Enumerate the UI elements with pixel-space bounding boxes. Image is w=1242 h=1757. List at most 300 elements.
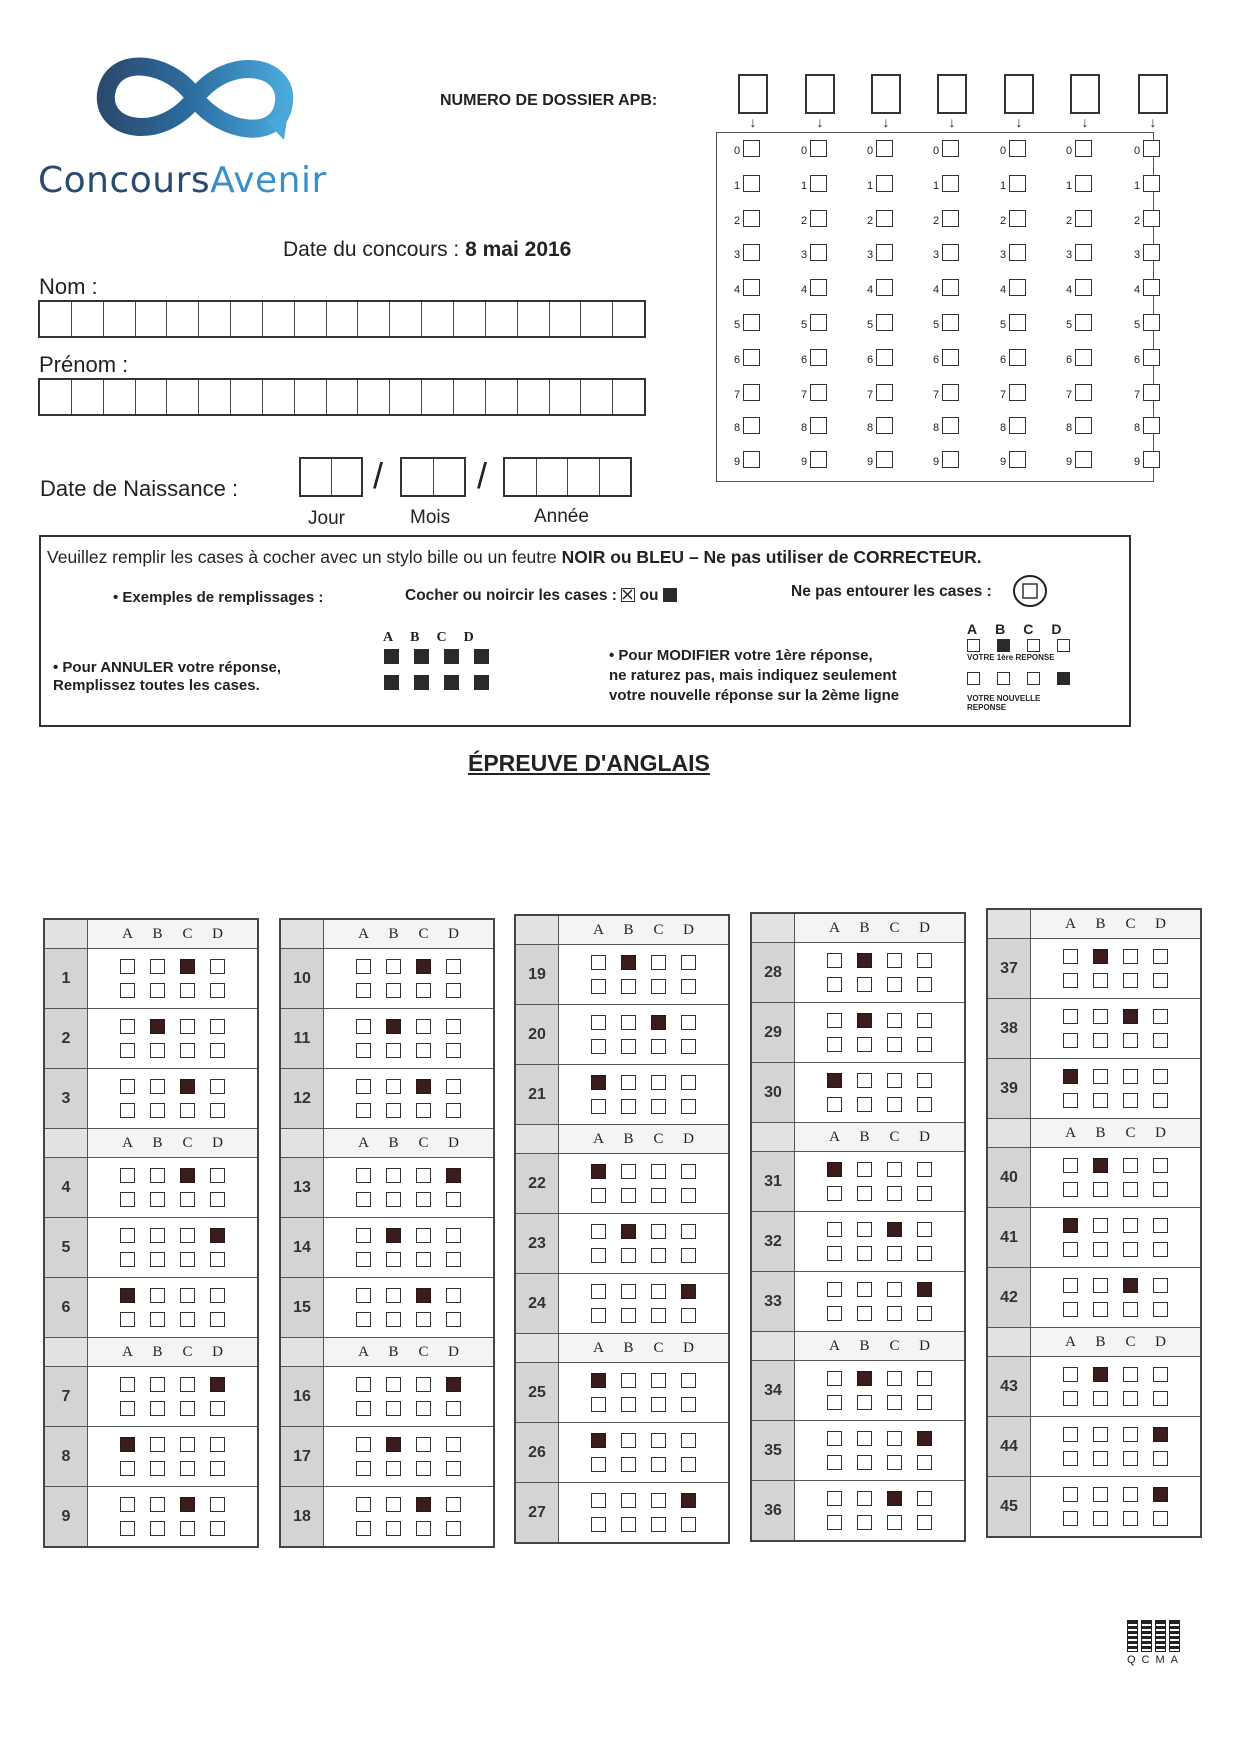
answer-box-d[interactable]	[917, 1162, 932, 1177]
answer-box-d[interactable]	[1153, 1009, 1168, 1024]
answer-box-a[interactable]	[356, 1312, 371, 1327]
apb-digit-box[interactable]	[743, 314, 760, 331]
answer-box-c[interactable]	[887, 1097, 902, 1112]
answer-box-d[interactable]	[1153, 949, 1168, 964]
answer-box-d[interactable]	[917, 1455, 932, 1470]
apb-digit-box[interactable]	[1075, 175, 1092, 192]
apb-digit-box[interactable]	[876, 140, 893, 157]
answer-box-b[interactable]	[857, 1455, 872, 1470]
answer-box-a[interactable]	[1063, 1069, 1078, 1084]
answer-box-d[interactable]	[681, 1457, 696, 1472]
answer-box-c[interactable]	[887, 1371, 902, 1386]
answer-box-c[interactable]	[180, 1461, 195, 1476]
answer-box-c[interactable]	[416, 1288, 431, 1303]
answer-box-d[interactable]	[681, 1397, 696, 1412]
answer-box-b[interactable]	[386, 959, 401, 974]
answer-box-c[interactable]	[1123, 949, 1138, 964]
answer-box-a[interactable]	[591, 979, 606, 994]
answer-box-a[interactable]	[120, 1228, 135, 1243]
letter-cell[interactable]	[581, 302, 613, 336]
answer-box-c[interactable]	[887, 1162, 902, 1177]
apb-digit-box[interactable]	[743, 175, 760, 192]
letter-cell[interactable]	[199, 302, 231, 336]
letter-cell[interactable]	[613, 302, 644, 336]
answer-box-b[interactable]	[1093, 1009, 1108, 1024]
answer-box-c[interactable]	[1123, 1093, 1138, 1108]
answer-box-a[interactable]	[1063, 1302, 1078, 1317]
answer-box-a[interactable]	[827, 1222, 842, 1237]
answer-box-d[interactable]	[917, 1491, 932, 1506]
answer-box-c[interactable]	[180, 983, 195, 998]
letter-cell[interactable]	[613, 380, 644, 414]
answer-box-c[interactable]	[416, 959, 431, 974]
apb-digit-box[interactable]	[1075, 451, 1092, 468]
answer-box-b[interactable]	[857, 1246, 872, 1261]
answer-box-a[interactable]	[591, 1224, 606, 1239]
apb-digit-box[interactable]	[1009, 140, 1026, 157]
answer-box-c[interactable]	[180, 1228, 195, 1243]
answer-box-a[interactable]	[356, 1103, 371, 1118]
answer-box-b[interactable]	[386, 1168, 401, 1183]
letter-cell[interactable]	[486, 302, 518, 336]
apb-digit-box[interactable]	[1075, 140, 1092, 157]
answer-box-b[interactable]	[857, 1222, 872, 1237]
letter-cell[interactable]	[327, 302, 359, 336]
answer-box-b[interactable]	[386, 1288, 401, 1303]
answer-box-a[interactable]	[356, 959, 371, 974]
answer-box-c[interactable]	[651, 1493, 666, 1508]
answer-box-d[interactable]	[210, 1228, 225, 1243]
answer-box-a[interactable]	[120, 959, 135, 974]
answer-box-c[interactable]	[651, 1015, 666, 1030]
answer-box-d[interactable]	[446, 1437, 461, 1452]
apb-digit-box[interactable]	[743, 451, 760, 468]
apb-digit-box[interactable]	[1009, 451, 1026, 468]
answer-box-b[interactable]	[150, 1079, 165, 1094]
answer-box-b[interactable]	[150, 1228, 165, 1243]
answer-box-c[interactable]	[887, 1491, 902, 1506]
answer-box-d[interactable]	[446, 1103, 461, 1118]
answer-box-a[interactable]	[356, 1252, 371, 1267]
answer-box-c[interactable]	[416, 1103, 431, 1118]
answer-box-b[interactable]	[1093, 1451, 1108, 1466]
answer-box-d[interactable]	[917, 1073, 932, 1088]
letter-cell[interactable]	[390, 302, 422, 336]
answer-box-c[interactable]	[1123, 973, 1138, 988]
answer-box-c[interactable]	[180, 1103, 195, 1118]
answer-box-a[interactable]	[356, 1461, 371, 1476]
answer-box-d[interactable]	[210, 1252, 225, 1267]
answer-box-b[interactable]	[150, 1521, 165, 1536]
answer-box-d[interactable]	[210, 1461, 225, 1476]
apb-digit-box[interactable]	[1075, 314, 1092, 331]
apb-digit-box[interactable]	[942, 384, 959, 401]
answer-box-d[interactable]	[1153, 1182, 1168, 1197]
answer-box-b[interactable]	[386, 1497, 401, 1512]
answer-box-b[interactable]	[1093, 949, 1108, 964]
answer-box-b[interactable]	[386, 1103, 401, 1118]
answer-box-d[interactable]	[446, 1461, 461, 1476]
apb-digit-box[interactable]	[876, 451, 893, 468]
answer-box-d[interactable]	[210, 1043, 225, 1058]
apb-digit-box[interactable]	[810, 175, 827, 192]
answer-box-b[interactable]	[621, 1188, 636, 1203]
answer-box-c[interactable]	[1123, 1391, 1138, 1406]
answer-box-a[interactable]	[1063, 1278, 1078, 1293]
answer-box-d[interactable]	[1153, 1093, 1168, 1108]
apb-digit-box[interactable]	[1143, 384, 1160, 401]
digit-cell[interactable]	[301, 459, 332, 495]
apb-digit-box[interactable]	[876, 279, 893, 296]
answer-box-d[interactable]	[210, 1437, 225, 1452]
answer-box-c[interactable]	[1123, 1451, 1138, 1466]
answer-box-b[interactable]	[1093, 1069, 1108, 1084]
letter-cell[interactable]	[295, 380, 327, 414]
answer-box-a[interactable]	[827, 977, 842, 992]
apb-digit-box[interactable]	[1075, 349, 1092, 366]
answer-box-d[interactable]	[1153, 1451, 1168, 1466]
answer-box-d[interactable]	[681, 1015, 696, 1030]
answer-box-c[interactable]	[651, 1099, 666, 1114]
answer-box-b[interactable]	[621, 1284, 636, 1299]
apb-digit-box[interactable]	[1009, 349, 1026, 366]
apb-digit-box[interactable]	[942, 140, 959, 157]
answer-box-a[interactable]	[827, 1162, 842, 1177]
letter-cell[interactable]	[72, 302, 104, 336]
answer-box-c[interactable]	[416, 1312, 431, 1327]
answer-box-c[interactable]	[1123, 1367, 1138, 1382]
letter-cell[interactable]	[454, 380, 486, 414]
answer-box-d[interactable]	[917, 1515, 932, 1530]
answer-box-d[interactable]	[1153, 1069, 1168, 1084]
answer-box-d[interactable]	[917, 1222, 932, 1237]
jour-field[interactable]	[299, 457, 363, 497]
letter-cell[interactable]	[422, 302, 454, 336]
apb-digit-box[interactable]	[1143, 349, 1160, 366]
answer-box-b[interactable]	[1093, 1391, 1108, 1406]
answer-box-b[interactable]	[1093, 1511, 1108, 1526]
answer-box-a[interactable]	[356, 1521, 371, 1536]
answer-box-b[interactable]	[621, 1373, 636, 1388]
answer-box-c[interactable]	[651, 1457, 666, 1472]
answer-box-c[interactable]	[887, 1431, 902, 1446]
answer-box-c[interactable]	[180, 1252, 195, 1267]
answer-box-a[interactable]	[356, 1168, 371, 1183]
letter-cell[interactable]	[231, 380, 263, 414]
answer-box-d[interactable]	[446, 1497, 461, 1512]
letter-cell[interactable]	[167, 380, 199, 414]
answer-box-d[interactable]	[681, 1308, 696, 1323]
answer-box-c[interactable]	[651, 1224, 666, 1239]
apb-digit-box[interactable]	[810, 244, 827, 261]
digit-cell[interactable]	[537, 459, 569, 495]
answer-box-c[interactable]	[180, 1043, 195, 1058]
mois-field[interactable]	[400, 457, 466, 497]
answer-box-b[interactable]	[150, 1103, 165, 1118]
answer-box-b[interactable]	[386, 1079, 401, 1094]
answer-box-a[interactable]	[356, 1377, 371, 1392]
answer-box-a[interactable]	[827, 1097, 842, 1112]
answer-box-a[interactable]	[827, 1306, 842, 1321]
answer-box-a[interactable]	[827, 1455, 842, 1470]
answer-box-a[interactable]	[591, 1517, 606, 1532]
answer-box-d[interactable]	[681, 979, 696, 994]
answer-box-b[interactable]	[150, 1288, 165, 1303]
answer-box-b[interactable]	[386, 1019, 401, 1034]
answer-box-c[interactable]	[180, 1288, 195, 1303]
apb-digit-box[interactable]	[1075, 210, 1092, 227]
answer-box-d[interactable]	[446, 1521, 461, 1536]
letter-cell[interactable]	[486, 380, 518, 414]
answer-box-b[interactable]	[857, 1162, 872, 1177]
answer-box-d[interactable]	[210, 1521, 225, 1536]
apb-digit-box[interactable]	[743, 210, 760, 227]
apb-digit-box[interactable]	[810, 417, 827, 434]
answer-box-d[interactable]	[681, 1075, 696, 1090]
answer-box-c[interactable]	[180, 1401, 195, 1416]
apb-top-box[interactable]	[937, 74, 967, 114]
answer-box-c[interactable]	[887, 1246, 902, 1261]
answer-box-c[interactable]	[180, 1377, 195, 1392]
letter-cell[interactable]	[390, 380, 422, 414]
answer-box-a[interactable]	[591, 1039, 606, 1054]
answer-box-d[interactable]	[1153, 1033, 1168, 1048]
answer-box-a[interactable]	[120, 1461, 135, 1476]
answer-box-c[interactable]	[180, 1019, 195, 1034]
answer-box-b[interactable]	[621, 1099, 636, 1114]
answer-box-a[interactable]	[356, 1401, 371, 1416]
answer-box-d[interactable]	[681, 1517, 696, 1532]
answer-box-b[interactable]	[621, 1015, 636, 1030]
answer-box-a[interactable]	[827, 1246, 842, 1261]
answer-box-a[interactable]	[120, 1252, 135, 1267]
answer-box-b[interactable]	[857, 977, 872, 992]
answer-box-b[interactable]	[857, 1037, 872, 1052]
answer-box-c[interactable]	[416, 1192, 431, 1207]
apb-digit-box[interactable]	[1009, 175, 1026, 192]
answer-box-c[interactable]	[416, 1228, 431, 1243]
answer-box-a[interactable]	[120, 1043, 135, 1058]
answer-box-d[interactable]	[1153, 1367, 1168, 1382]
answer-box-a[interactable]	[1063, 1158, 1078, 1173]
answer-box-a[interactable]	[356, 1288, 371, 1303]
answer-box-a[interactable]	[591, 1308, 606, 1323]
answer-box-b[interactable]	[857, 1371, 872, 1386]
answer-box-b[interactable]	[1093, 1302, 1108, 1317]
answer-box-a[interactable]	[591, 1248, 606, 1263]
answer-box-c[interactable]	[416, 1401, 431, 1416]
answer-box-b[interactable]	[386, 1461, 401, 1476]
answer-box-b[interactable]	[1093, 1278, 1108, 1293]
answer-box-d[interactable]	[917, 1306, 932, 1321]
answer-box-b[interactable]	[386, 1192, 401, 1207]
answer-box-c[interactable]	[887, 1515, 902, 1530]
answer-box-a[interactable]	[356, 1043, 371, 1058]
answer-box-b[interactable]	[386, 983, 401, 998]
answer-box-b[interactable]	[621, 1224, 636, 1239]
answer-box-c[interactable]	[1123, 1218, 1138, 1233]
answer-box-d[interactable]	[917, 953, 932, 968]
apb-digit-box[interactable]	[743, 417, 760, 434]
answer-box-a[interactable]	[827, 1186, 842, 1201]
answer-box-d[interactable]	[210, 1079, 225, 1094]
annee-field[interactable]	[503, 457, 632, 497]
answer-box-b[interactable]	[1093, 1182, 1108, 1197]
answer-box-d[interactable]	[446, 1228, 461, 1243]
answer-box-d[interactable]	[681, 1188, 696, 1203]
apb-digit-box[interactable]	[1009, 244, 1026, 261]
answer-box-b[interactable]	[150, 959, 165, 974]
answer-box-c[interactable]	[1123, 1278, 1138, 1293]
apb-digit-box[interactable]	[1075, 279, 1092, 296]
answer-box-a[interactable]	[356, 1228, 371, 1243]
apb-digit-box[interactable]	[1075, 244, 1092, 261]
answer-box-b[interactable]	[1093, 1033, 1108, 1048]
answer-box-c[interactable]	[887, 953, 902, 968]
answer-box-c[interactable]	[887, 1455, 902, 1470]
answer-box-d[interactable]	[446, 1079, 461, 1094]
answer-box-b[interactable]	[621, 1517, 636, 1532]
answer-box-a[interactable]	[120, 1437, 135, 1452]
apb-digit-box[interactable]	[876, 244, 893, 261]
answer-box-c[interactable]	[887, 1222, 902, 1237]
answer-box-a[interactable]	[356, 1497, 371, 1512]
answer-box-a[interactable]	[827, 1282, 842, 1297]
answer-box-d[interactable]	[446, 1377, 461, 1392]
letter-cell[interactable]	[422, 380, 454, 414]
answer-box-c[interactable]	[887, 1282, 902, 1297]
answer-box-b[interactable]	[1093, 1487, 1108, 1502]
apb-digit-box[interactable]	[942, 244, 959, 261]
nom-field[interactable]	[38, 300, 646, 338]
answer-box-a[interactable]	[591, 1164, 606, 1179]
answer-box-c[interactable]	[416, 1497, 431, 1512]
letter-cell[interactable]	[104, 302, 136, 336]
answer-box-d[interactable]	[681, 1493, 696, 1508]
answer-box-a[interactable]	[591, 1284, 606, 1299]
answer-box-c[interactable]	[180, 959, 195, 974]
answer-box-b[interactable]	[857, 1491, 872, 1506]
answer-box-b[interactable]	[386, 1312, 401, 1327]
prenom-field[interactable]	[38, 378, 646, 416]
apb-digit-box[interactable]	[1143, 417, 1160, 434]
answer-box-a[interactable]	[1063, 1182, 1078, 1197]
answer-box-a[interactable]	[1063, 1487, 1078, 1502]
answer-box-d[interactable]	[917, 1282, 932, 1297]
answer-box-a[interactable]	[356, 1192, 371, 1207]
answer-box-c[interactable]	[1123, 1009, 1138, 1024]
answer-box-b[interactable]	[386, 1228, 401, 1243]
answer-box-a[interactable]	[591, 1075, 606, 1090]
letter-cell[interactable]	[550, 302, 582, 336]
apb-digit-box[interactable]	[810, 210, 827, 227]
answer-box-d[interactable]	[446, 1192, 461, 1207]
apb-digit-box[interactable]	[942, 175, 959, 192]
answer-box-b[interactable]	[1093, 1427, 1108, 1442]
answer-box-d[interactable]	[210, 1103, 225, 1118]
answer-box-c[interactable]	[180, 1079, 195, 1094]
apb-top-box[interactable]	[1004, 74, 1034, 114]
apb-digit-box[interactable]	[1143, 175, 1160, 192]
letter-cell[interactable]	[136, 380, 168, 414]
apb-digit-box[interactable]	[810, 349, 827, 366]
apb-digit-box[interactable]	[1009, 210, 1026, 227]
letter-cell[interactable]	[263, 380, 295, 414]
answer-box-c[interactable]	[651, 1433, 666, 1448]
answer-box-c[interactable]	[180, 1497, 195, 1512]
letter-cell[interactable]	[358, 380, 390, 414]
letter-cell[interactable]	[263, 302, 295, 336]
answer-box-d[interactable]	[1153, 1511, 1168, 1526]
answer-box-d[interactable]	[446, 1312, 461, 1327]
answer-box-d[interactable]	[1153, 973, 1168, 988]
letter-cell[interactable]	[167, 302, 199, 336]
answer-box-d[interactable]	[917, 1371, 932, 1386]
answer-box-c[interactable]	[651, 1308, 666, 1323]
answer-box-a[interactable]	[120, 1377, 135, 1392]
answer-box-d[interactable]	[210, 1497, 225, 1512]
answer-box-d[interactable]	[917, 977, 932, 992]
answer-box-a[interactable]	[120, 1079, 135, 1094]
answer-box-c[interactable]	[887, 1395, 902, 1410]
answer-box-b[interactable]	[857, 1013, 872, 1028]
letter-cell[interactable]	[518, 380, 550, 414]
answer-box-a[interactable]	[120, 1521, 135, 1536]
answer-box-a[interactable]	[120, 983, 135, 998]
answer-box-a[interactable]	[120, 1312, 135, 1327]
apb-digit-box[interactable]	[810, 314, 827, 331]
answer-box-d[interactable]	[681, 1373, 696, 1388]
answer-box-a[interactable]	[827, 1491, 842, 1506]
answer-box-a[interactable]	[120, 1168, 135, 1183]
answer-box-c[interactable]	[651, 1517, 666, 1532]
answer-box-b[interactable]	[621, 1457, 636, 1472]
answer-box-a[interactable]	[591, 1493, 606, 1508]
letter-cell[interactable]	[581, 380, 613, 414]
answer-box-d[interactable]	[917, 1037, 932, 1052]
answer-box-c[interactable]	[416, 1079, 431, 1094]
answer-box-c[interactable]	[1123, 1182, 1138, 1197]
answer-box-b[interactable]	[1093, 1242, 1108, 1257]
letter-cell[interactable]	[327, 380, 359, 414]
answer-box-c[interactable]	[651, 979, 666, 994]
answer-box-b[interactable]	[857, 1431, 872, 1446]
answer-box-a[interactable]	[827, 1037, 842, 1052]
answer-box-b[interactable]	[150, 1497, 165, 1512]
answer-box-c[interactable]	[651, 1039, 666, 1054]
answer-box-d[interactable]	[681, 955, 696, 970]
answer-box-b[interactable]	[1093, 1367, 1108, 1382]
letter-cell[interactable]	[454, 302, 486, 336]
answer-box-c[interactable]	[180, 1168, 195, 1183]
answer-box-b[interactable]	[857, 1186, 872, 1201]
answer-box-b[interactable]	[1093, 973, 1108, 988]
answer-box-a[interactable]	[827, 1515, 842, 1530]
letter-cell[interactable]	[40, 302, 72, 336]
apb-digit-box[interactable]	[1075, 384, 1092, 401]
answer-box-d[interactable]	[446, 1019, 461, 1034]
answer-box-d[interactable]	[210, 1401, 225, 1416]
apb-digit-box[interactable]	[810, 384, 827, 401]
answer-box-c[interactable]	[887, 1013, 902, 1028]
answer-box-b[interactable]	[857, 1097, 872, 1112]
answer-box-a[interactable]	[120, 1192, 135, 1207]
answer-box-c[interactable]	[651, 1188, 666, 1203]
apb-digit-box[interactable]	[1075, 417, 1092, 434]
answer-box-c[interactable]	[887, 977, 902, 992]
answer-box-a[interactable]	[591, 1433, 606, 1448]
answer-box-a[interactable]	[1063, 1427, 1078, 1442]
